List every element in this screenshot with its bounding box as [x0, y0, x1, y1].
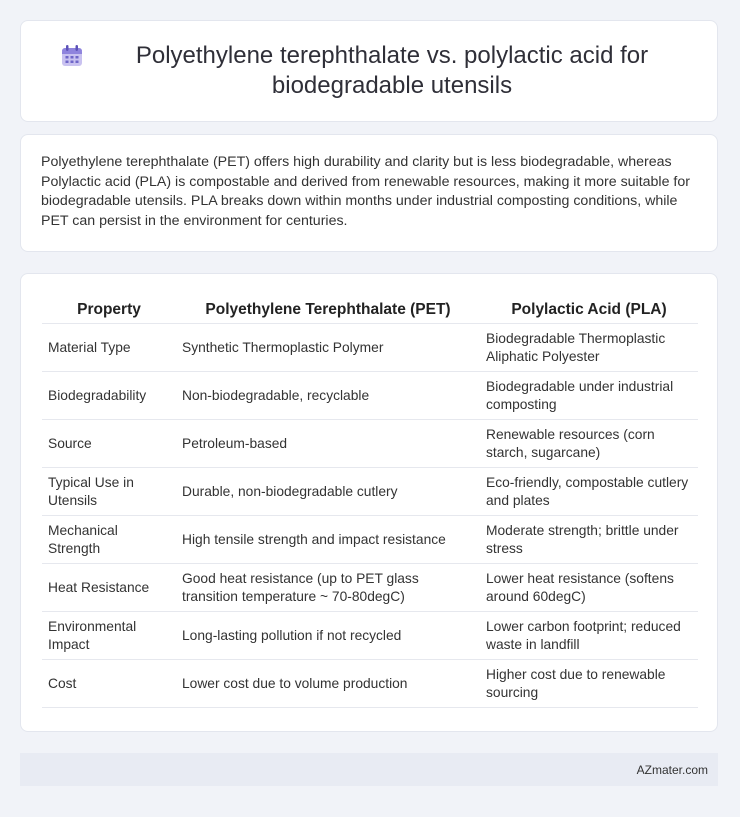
table-cell-pet: Synthetic Thermoplastic Polymer	[176, 324, 480, 372]
table-cell-pla: Moderate strength; brittle under stress	[480, 516, 698, 564]
table-row	[42, 612, 698, 660]
table-cell-pla: Lower carbon footprint; reduced waste in landfill	[480, 612, 698, 660]
table-cell-pla: Renewable resources (corn starch, sugarcane)	[480, 420, 698, 468]
title-card	[20, 20, 718, 122]
table-cell-pet: Long-lasting pollution if not recycled	[176, 612, 480, 660]
table-cell-pla: Biodegradable Thermoplastic Aliphatic Polyester	[480, 324, 698, 372]
table-row	[42, 468, 698, 516]
table-cell-pla: Lower heat resistance (softens around 60degC)	[480, 564, 698, 612]
table-cell-property: Environmental Impact	[42, 612, 176, 660]
title-wrap	[59, 41, 679, 101]
column-header-pla: Polylactic Acid (PLA)	[480, 292, 698, 324]
calendar-icon	[59, 43, 85, 69]
table-cell-pet: Good heat resistance (up to PET glass transition temperature ~ 70-80degC)	[176, 564, 480, 612]
table-cell-property: Biodegradability	[42, 372, 176, 420]
footer-site-link[interactable]: AZmater.com	[636, 762, 708, 777]
table-cell-pla: Biodegradable under industrial composting	[480, 372, 698, 420]
table-cell-property: Material Type	[42, 324, 176, 372]
summary-paragraph: Polyethylene terephthalate (PET) offers high durability and clarity but is less biodegradable, whereas Polylactic acid (PLA) is compostable and derived from renewable resources, making it more suitable for biodegradable utensils. PLA breaks down within months under industrial composting conditions, while PET can persist in the environment for centuries.	[41, 154, 690, 229]
table-row	[42, 516, 698, 564]
table-row	[42, 420, 698, 468]
table-cell-property: Source	[42, 420, 176, 468]
table-row	[42, 660, 698, 708]
comparison-table	[42, 292, 698, 708]
table-cell-property: Heat Resistance	[42, 564, 176, 612]
table-cell-pet: Lower cost due to volume production	[176, 660, 480, 708]
table-cell-property: Cost	[42, 660, 176, 708]
table-cell-pet: Durable, non-biodegradable cutlery	[176, 468, 480, 516]
comparison-table-card	[20, 273, 718, 732]
table-cell-pla: Higher cost due to renewable sourcing	[480, 660, 698, 708]
column-header-pet: Polyethylene Terephthalate (PET)	[176, 292, 480, 324]
footer-bar	[20, 753, 718, 786]
column-header-property: Property	[42, 292, 176, 324]
summary-card	[20, 134, 718, 252]
table-cell-pet: High tensile strength and impact resistance	[176, 516, 480, 564]
table-row	[42, 564, 698, 612]
table-cell-property: Mechanical Strength	[42, 516, 176, 564]
page-title: Polyethylene terephthalate vs. polylactic acid for biodegradable utensils	[135, 42, 649, 99]
table-cell-pet: Petroleum-based	[176, 420, 480, 468]
table-cell-pla: Eco-friendly, compostable cutlery and plates	[480, 468, 698, 516]
table-cell-pet: Non-biodegradable, recyclable	[176, 372, 480, 420]
table-row	[42, 372, 698, 420]
table-cell-property: Typical Use in Utensils	[42, 468, 176, 516]
table-header-row	[42, 292, 698, 324]
table-row	[42, 324, 698, 372]
